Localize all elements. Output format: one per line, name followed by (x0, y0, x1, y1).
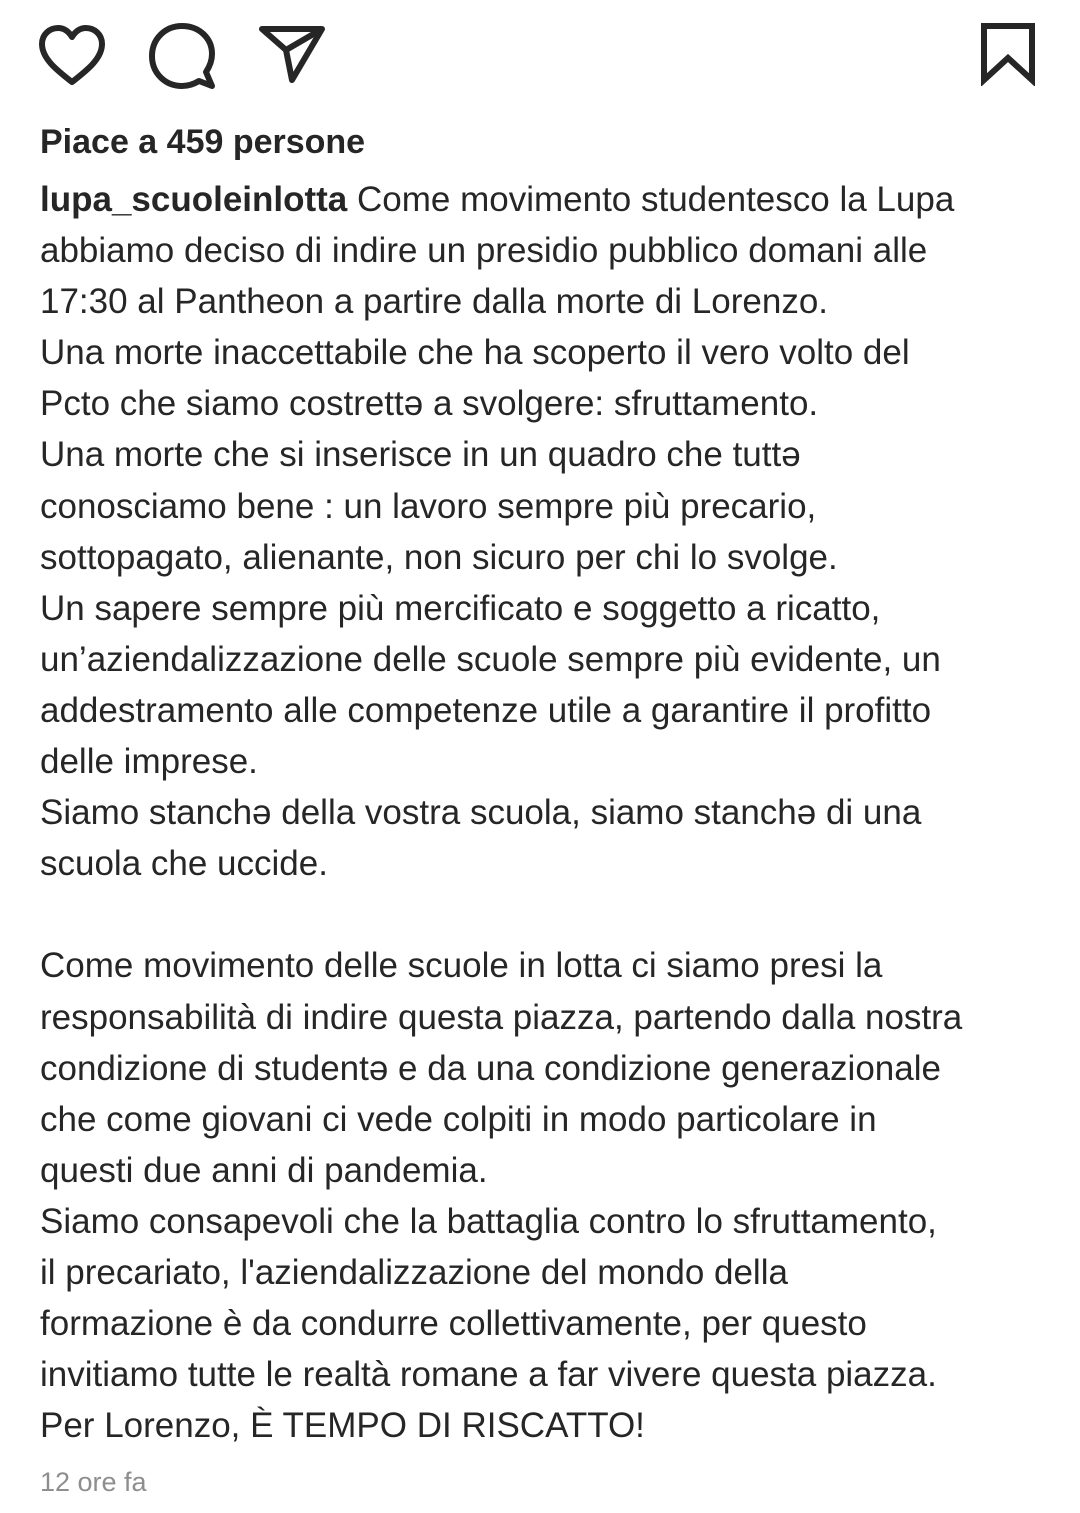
caption-line: 17:30 al Pantheon a partire dalla morte di Lorenzo. (40, 282, 829, 322)
caption-line: Siamo consapevoli che la battaglia contro lo sfruttamento, (40, 1201, 937, 1241)
caption-line: invitiamo tutte le realtà romane a far vivere questa piazza. (40, 1355, 937, 1395)
caption-first-line (40, 174, 1050, 225)
caption-line: sottopagato, alienante, non sicuro per chi lo svolge. (40, 537, 838, 577)
paper-plane-icon (258, 24, 326, 84)
caption-line: Siamo stanchə della vostra scuola, siamo stanchə di una (40, 793, 922, 833)
speech-bubble-icon (148, 22, 216, 90)
post-timestamp: 12 ore fa (40, 1467, 147, 1497)
caption-line: conosciamo bene : un lavoro sempre più precario, (40, 486, 817, 526)
caption-text: Come movimento studentesco la Lupa (347, 180, 955, 219)
caption-line: responsabilità di indire questa piazza, partendo dalla nostra (40, 997, 963, 1037)
caption-line: scuola che uccide. (40, 844, 328, 884)
like-button[interactable] (38, 24, 106, 88)
caption-line: questi due anni di pandemia. (40, 1150, 488, 1190)
caption-line: addestramento alle competenze utile a garantire il profitto (40, 690, 932, 730)
caption-line: Una morte inaccettabile che ha scoperto il vero volto del (40, 333, 910, 373)
heart-icon (38, 24, 106, 88)
post-caption (40, 174, 1050, 1451)
caption-line: Un sapere sempre più mercificato e soggetto a ricatto, (40, 588, 881, 628)
post-action-bar (0, 0, 1080, 110)
caption-body (40, 225, 1050, 1451)
caption-line: il precariato, l'aziendalizzazione del mondo della (40, 1252, 788, 1292)
share-button[interactable] (258, 24, 326, 84)
caption-line: abbiamo deciso di indire un presidio pubblico domani alle (40, 231, 928, 271)
caption-blank-line (40, 889, 1050, 940)
caption-line: Come movimento delle scuole in lotta ci siamo presi la (40, 946, 883, 986)
bookmark-icon (978, 22, 1038, 86)
save-button[interactable] (978, 22, 1038, 86)
caption-line: Una morte che si inserisce in un quadro che tuttə (40, 435, 801, 475)
caption-line: Pcto che siamo costrettə a svolgere: sfruttamento. (40, 384, 819, 424)
caption-line: che come giovani ci vede colpiti in modo particolare in (40, 1099, 877, 1139)
author-username[interactable]: lupa_scuoleinlotta (40, 180, 348, 219)
caption-line: formazione è da condurre collettivamente, per questo (40, 1304, 867, 1344)
likes-count[interactable]: Piace a 459 persone (40, 123, 366, 161)
caption-line: un’aziendalizzazione delle scuole sempre più evidente, un (40, 639, 941, 679)
caption-line: condizione di studentə e da una condizione generazionale (40, 1048, 941, 1088)
caption-line: delle imprese. (40, 742, 258, 782)
caption-line: Per Lorenzo, È TEMPO DI RISCATTO! (40, 1406, 645, 1446)
comment-button[interactable] (148, 22, 216, 90)
